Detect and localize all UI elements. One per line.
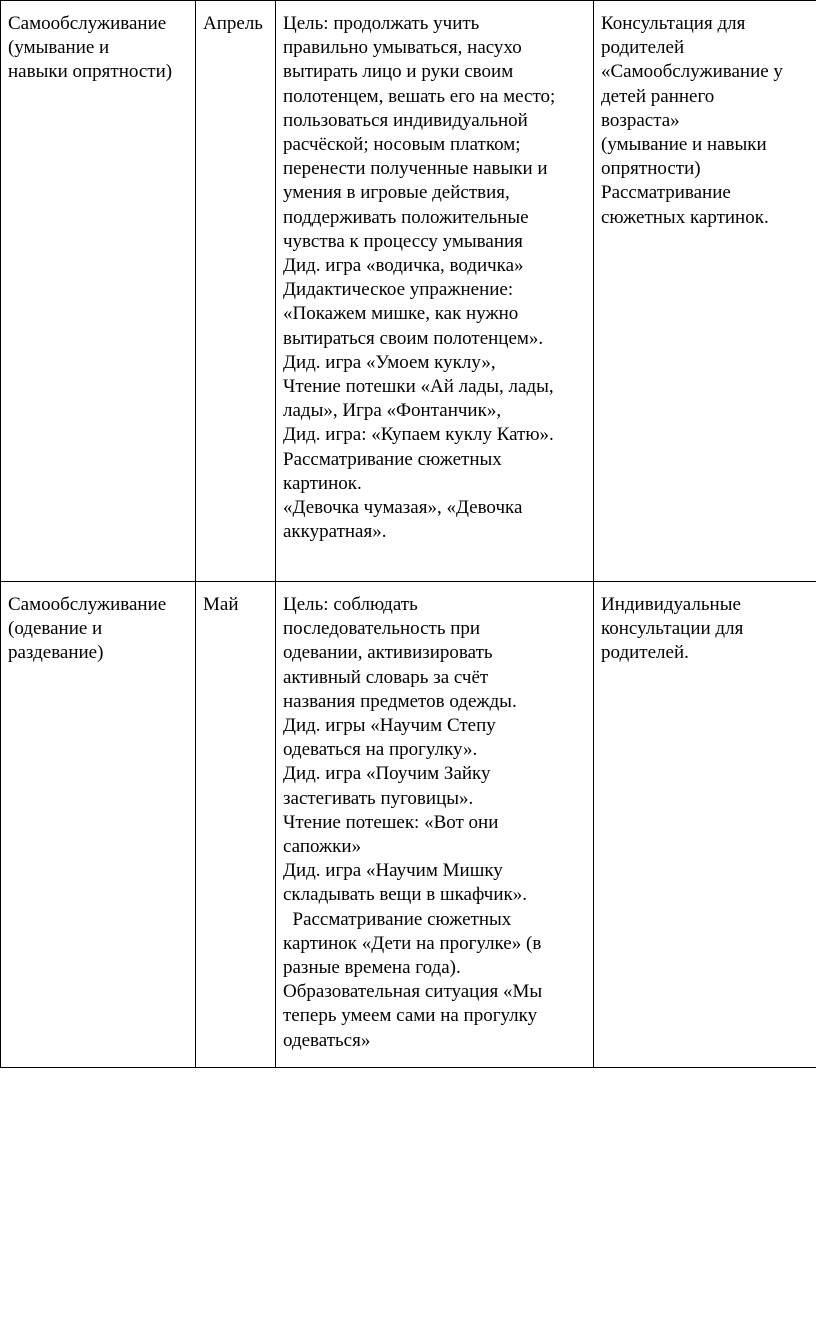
text-line: «Покажем мишке, как нужно [283, 303, 519, 325]
text-line: Дид. игра «Умоем куклу», [283, 351, 496, 373]
parents-cell [594, 1, 816, 582]
text-line: расчёской; носовым платком; [283, 134, 521, 156]
text-line: родителей [601, 37, 685, 59]
text-line: Дид. игра «Поучим Зайку [283, 763, 491, 785]
text-line: картинок. [283, 472, 362, 494]
text-line: сюжетных картинок. [601, 206, 769, 228]
content-cell [276, 582, 594, 1068]
text-line: одеваться» [283, 1029, 371, 1051]
text-line: консультации для [601, 618, 744, 640]
text-line: перенести полученные навыки и [283, 158, 548, 180]
topic-cell [1, 1, 196, 582]
content-cell [276, 1, 594, 582]
text-line: Цель: продолжать учить [283, 13, 480, 34]
text-line: Дид. игра: «Купаем куклу Катю». [283, 424, 554, 446]
text-line: одевании, активизировать [283, 642, 493, 664]
text-line: Самообслуживание [8, 13, 167, 34]
text-line: застегивать пуговицы». [283, 787, 474, 809]
text-line: вытираться своим полотенцем». [283, 327, 544, 349]
text-line: пользоваться индивидуальной [283, 109, 528, 131]
text-line: названия предметов одежды. [283, 690, 517, 712]
text-line: картинок «Дети на прогулке» (в [283, 932, 542, 954]
text-line: Образовательная ситуация «Мы [283, 981, 543, 1003]
text-line: теперь умеем сами на прогулку [283, 1005, 538, 1027]
text-line: детей раннего [601, 85, 715, 107]
text-line: чувства к процессу умывания [283, 230, 523, 252]
text-line: Дид. игра «Научим Мишку [283, 860, 503, 882]
text-line: последовательность при [283, 618, 481, 640]
text-line: правильно умываться, насухо [283, 37, 522, 59]
text-line: поддерживать положительные [283, 206, 529, 228]
text-line: разные времена года). [283, 957, 461, 979]
topic-cell [1, 582, 196, 1068]
month-cell [196, 582, 276, 1068]
text-line: Рассматривание сюжетных [283, 908, 512, 930]
text-line: складывать вещи в шкафчик». [283, 884, 527, 906]
text-line: навыки опрятности) [8, 61, 173, 83]
text-line: умения в игровые действия, [283, 182, 510, 204]
table-row [1, 582, 816, 1068]
text-line: (одевание и [8, 618, 103, 640]
text-line: Чтение потешек: «Вот они [283, 811, 499, 833]
text-line: Рассматривание [601, 182, 731, 204]
text-line: Самообслуживание [8, 594, 167, 615]
text-line: Чтение потешки «Ай лады, лады, [283, 376, 554, 398]
text-line: Индивидуальные [601, 594, 741, 615]
text-line: лады», Игра «Фонтанчик», [283, 400, 502, 422]
table-row [1, 1, 816, 582]
month-text: Апрель [203, 13, 263, 34]
text-line: Дид. игра «водичка, водичка» [283, 255, 524, 277]
parents-cell [594, 582, 816, 1068]
text-line: возраста» [601, 109, 680, 131]
text-line: аккуратная». [283, 521, 387, 543]
text-line: Дидактическое упражнение: [283, 279, 514, 301]
text-line: «Самообслуживание у [601, 61, 783, 83]
text-line: Цель: соблюдать [283, 594, 418, 615]
month-cell [196, 1, 276, 582]
month-text: Май [203, 594, 239, 615]
text-line: сапожки» [283, 836, 362, 858]
text-line: (умывание и навыки [601, 134, 767, 156]
text-line: вытирать лицо и руки своим [283, 61, 514, 83]
text-line: полотенцем, вешать его на место; [283, 85, 556, 107]
text-line: «Девочка чумазая», «Девочка [283, 497, 523, 519]
text-line: раздевание) [8, 642, 104, 664]
text-line: (умывание и [8, 37, 110, 59]
text-line: родителей. [601, 642, 689, 664]
text-line: Дид. игры «Научим Степу [283, 715, 496, 737]
text-line: Рассматривание сюжетных [283, 448, 502, 470]
text-line: опрятности) [601, 158, 701, 180]
text-line: одеваться на прогулку». [283, 739, 478, 761]
text-line: активный словарь за счёт [283, 666, 489, 688]
text-line: Консультация для [601, 13, 746, 34]
